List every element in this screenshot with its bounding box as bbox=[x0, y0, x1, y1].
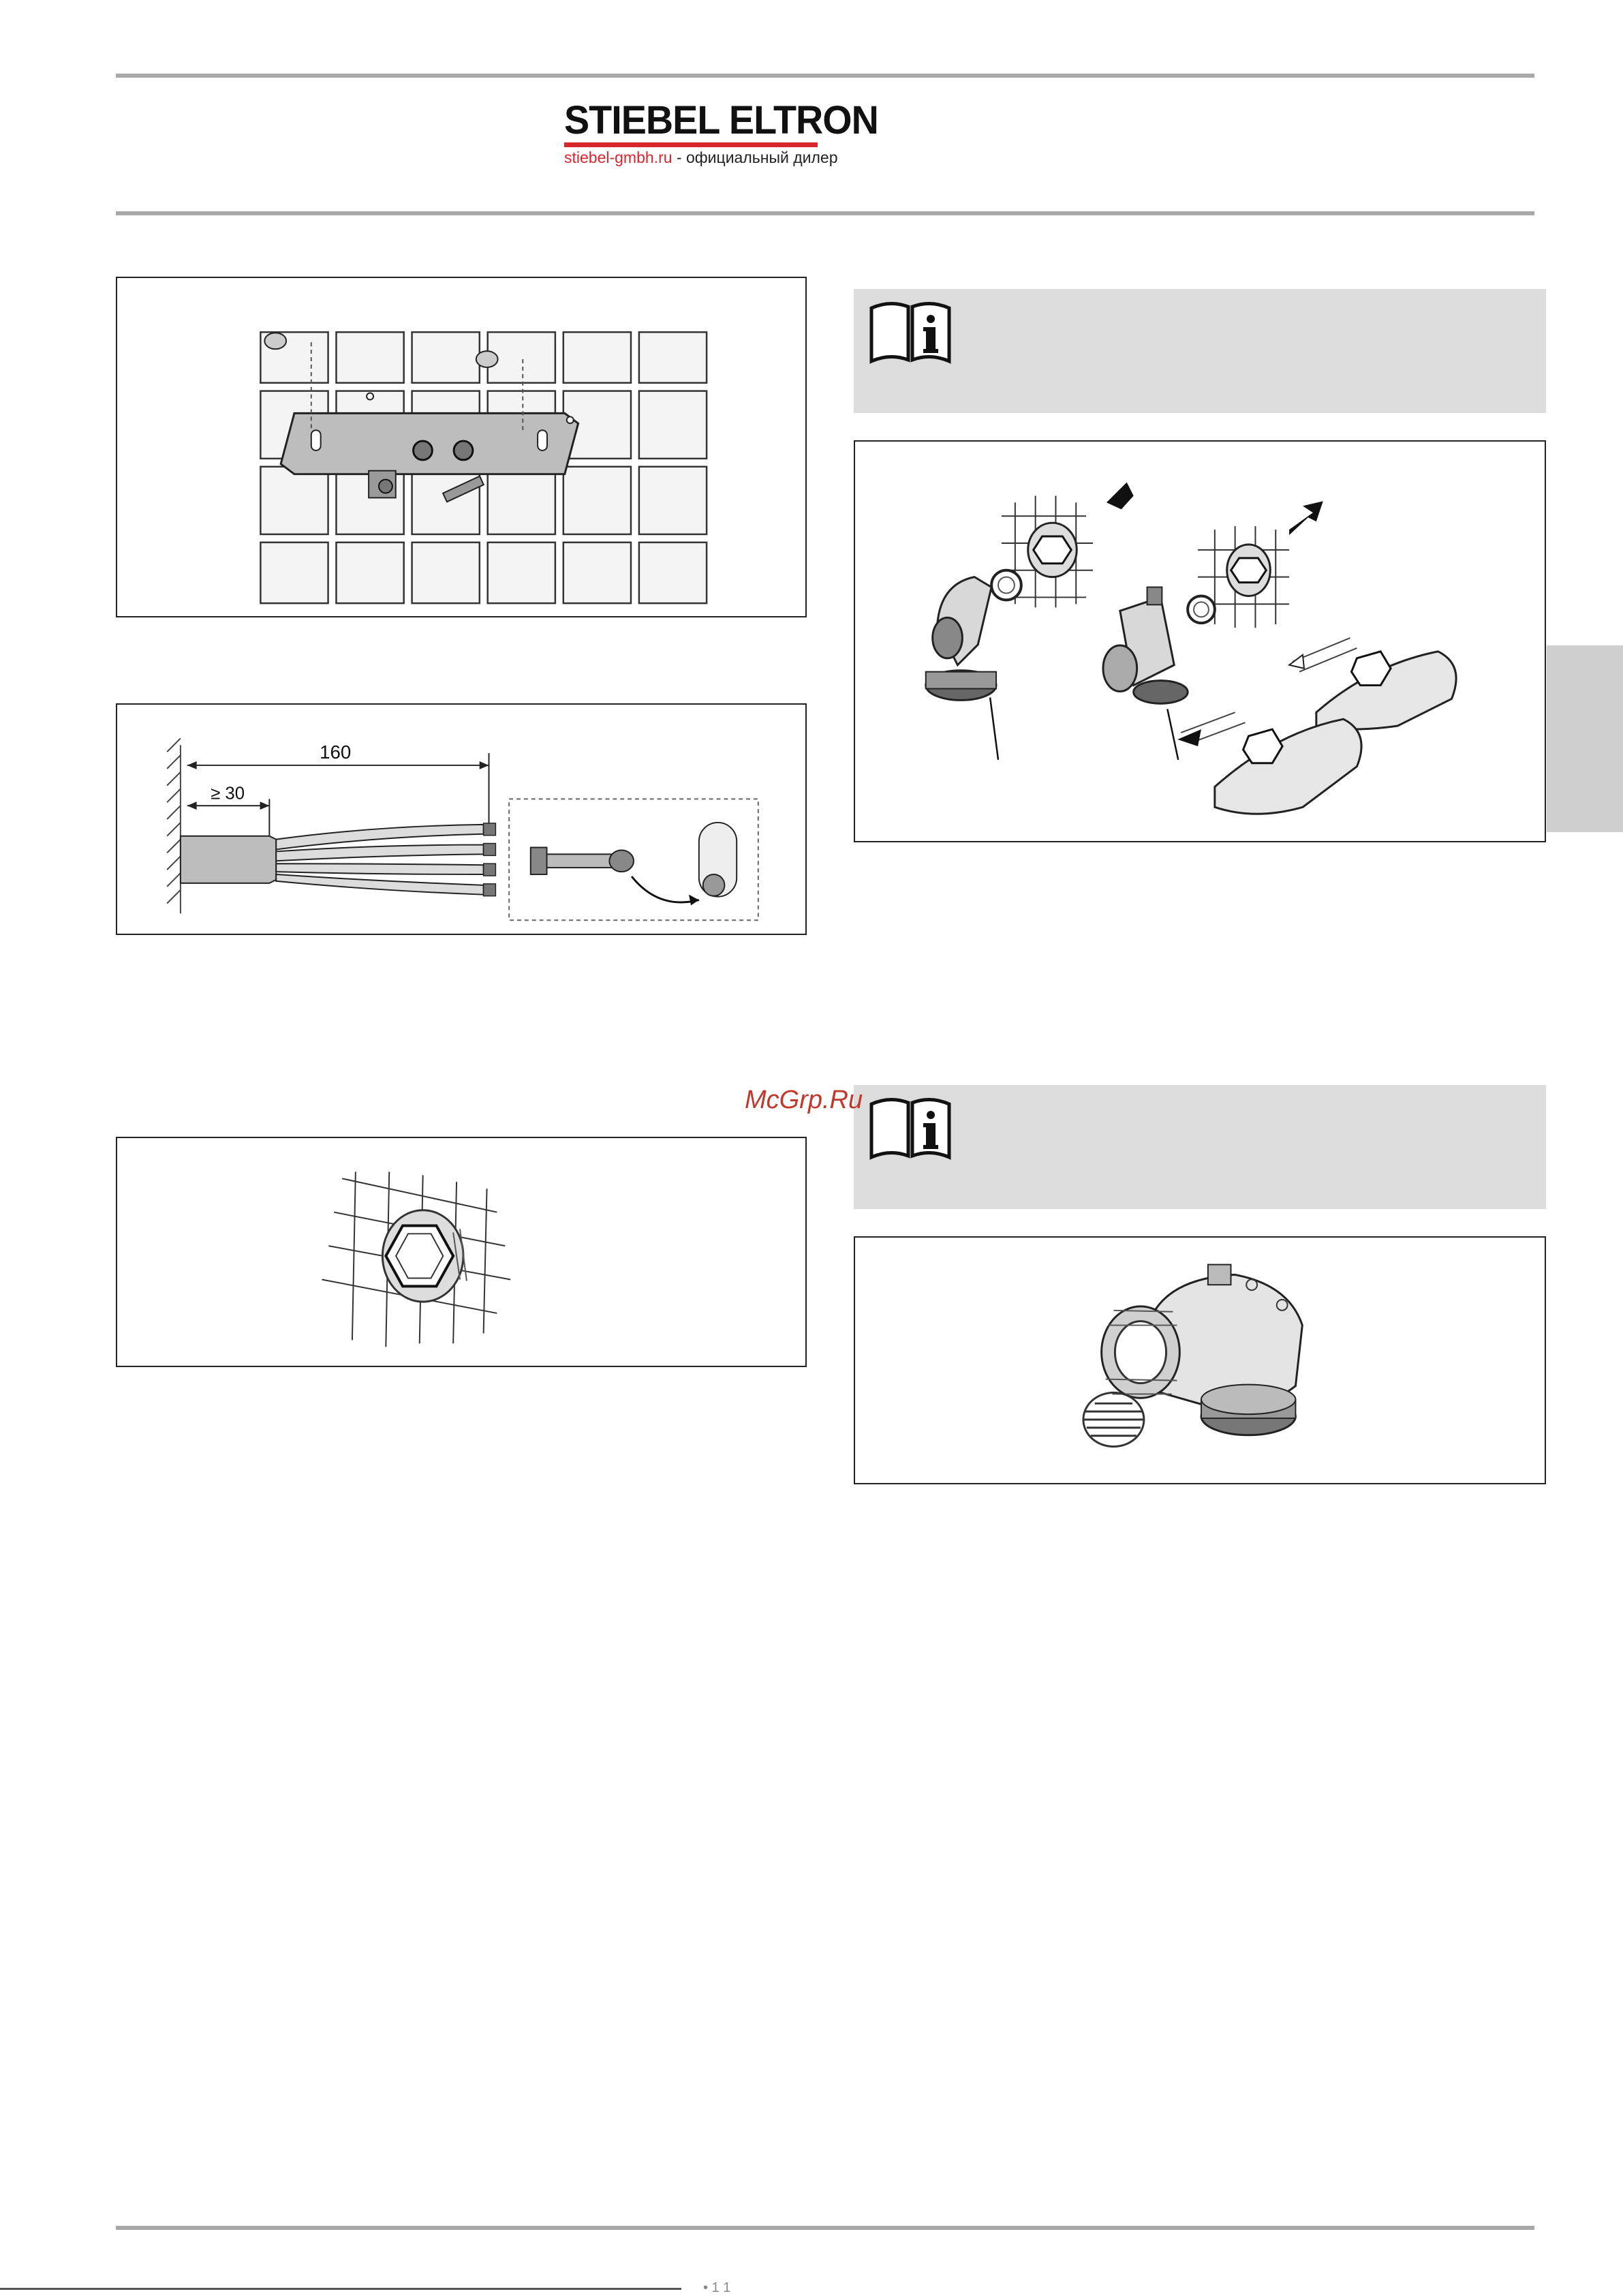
logo-dealer-text: - официальный дилер bbox=[672, 149, 838, 166]
brand-logo bbox=[564, 98, 878, 168]
footer-bottom-line bbox=[0, 2288, 681, 2290]
angle-valves-illustration bbox=[855, 442, 1545, 841]
cable-stripping-illustration bbox=[117, 705, 805, 934]
footer-rule bbox=[116, 2226, 1534, 2230]
logo-site-link[interactable]: stiebel-gmbh.ru bbox=[564, 149, 673, 166]
figure-valve-filter bbox=[854, 1236, 1546, 1484]
figure-angle-valves bbox=[854, 440, 1546, 842]
watermark-text: McGrp.Ru bbox=[745, 1086, 863, 1114]
valve-filter-illustration bbox=[855, 1238, 1545, 1483]
wall-fitting-illustration bbox=[117, 1138, 805, 1366]
info-book-icon bbox=[866, 299, 955, 367]
info-book-icon bbox=[866, 1095, 955, 1163]
header-top-rule bbox=[116, 74, 1534, 78]
header-bottom-rule bbox=[116, 211, 1534, 215]
logo-subtitle bbox=[564, 147, 838, 168]
chapter-side-tab bbox=[1547, 645, 1623, 832]
footer-page-mark: • 1 1 bbox=[703, 2280, 731, 2295]
note-box-1 bbox=[854, 289, 1546, 413]
logo-brand-text: STIEBEL ELTRON bbox=[564, 98, 878, 142]
dim-insulation-label: ≥ 30 bbox=[211, 784, 245, 803]
figure-wall-fitting bbox=[116, 1137, 807, 1367]
dim-total-label: 160 bbox=[320, 741, 352, 763]
figure-cable-stripping bbox=[116, 703, 807, 935]
note-box-2 bbox=[854, 1085, 1546, 1209]
logo-red-bar bbox=[564, 142, 818, 147]
figure-mounting-plate bbox=[116, 277, 807, 617]
mounting-plate-illustration bbox=[117, 278, 805, 616]
